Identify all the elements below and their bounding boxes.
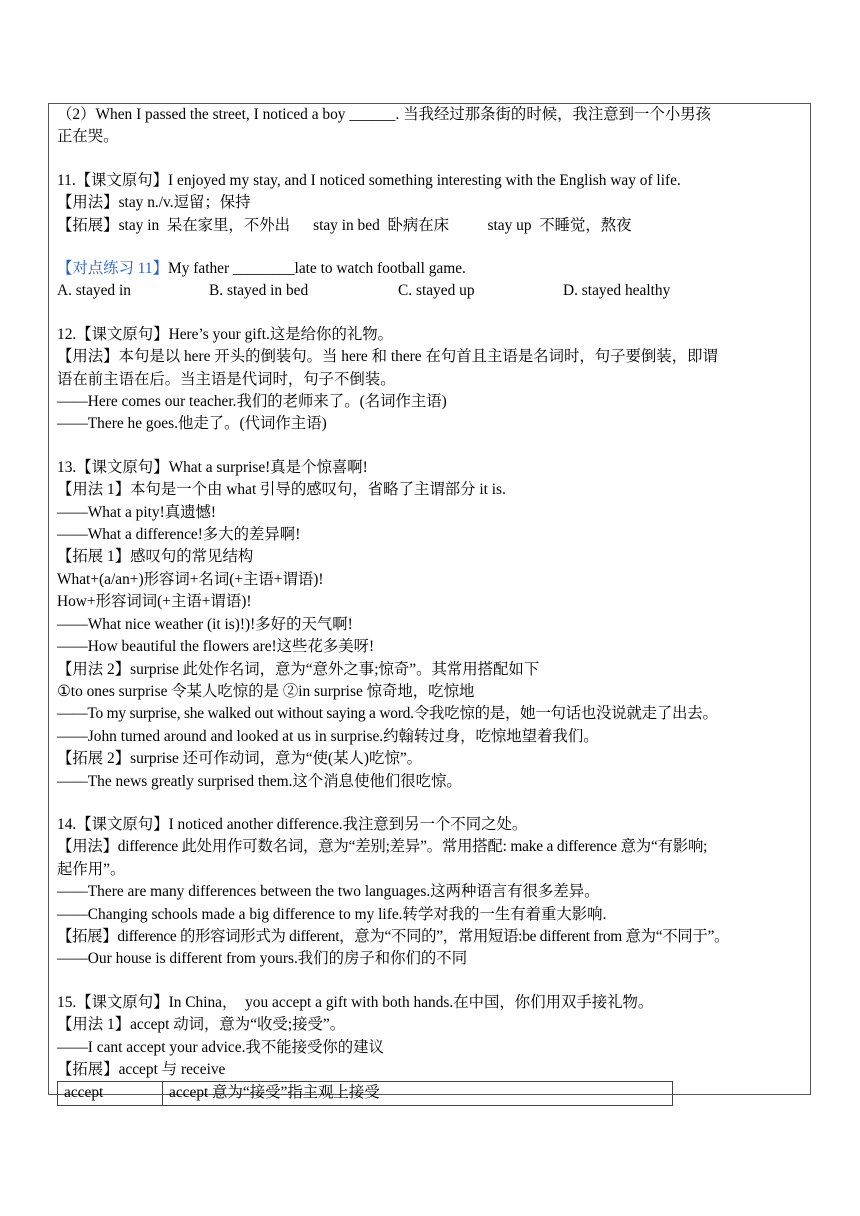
s13-example-1: ——What a pity!真遗憾!	[57, 503, 217, 521]
s11-head: 11.【课文原句】I enjoyed my stay, and I noticed something interesting with the English way of life.	[57, 171, 681, 189]
option-d: D. stayed healthy	[563, 282, 671, 300]
s12-head: 12.【课文原句】Here’s your gift.这是给你的礼物。	[57, 325, 394, 343]
s14-ext: 【拓展】difference 的形容词形式为 different，意为“不同的”，常用短语:be different from 意为“不同于”。	[57, 927, 730, 945]
s13-example-6: ——John turned around and looked at us in surprise.约翰转过身，吃惊地望着我们。	[57, 727, 599, 745]
s13-example-4: ——How beautiful the flowers are!这些花多美呀!	[57, 638, 375, 656]
intro-line-2: 正在哭。	[57, 128, 119, 146]
s14-example-3: ——Our house is different from yours.我们的房子和你们的不同	[57, 950, 468, 968]
s15-head: 15.【课文原句】In China， you accept a gift with both hands.在中国，你们用双手接礼物。	[57, 993, 654, 1011]
s13-ext-1: 【拓展 1】感叹句的常见结构	[57, 548, 254, 566]
s12-usage-2: 语在前主语在后。当主语是代词时，句子不倒装。	[57, 370, 396, 388]
s13-example-7: ——The news greatly surprised them.这个消息使他们很吃惊。	[57, 772, 462, 790]
table-cell-meaning: accept 意为“接受”指主观上接受	[163, 1082, 673, 1105]
s13-phrases: ①to ones surprise 令某人吃惊的是 ②in surprise 惊奇地，吃惊地	[57, 682, 475, 700]
accept-receive-table	[57, 1081, 673, 1105]
option-c: C. stayed up	[398, 282, 475, 300]
s13-pattern-1: What+(a/an+)形容词+名词(+主语+谓语)!	[57, 570, 324, 588]
document-body	[57, 104, 807, 1106]
s15-usage-1: 【用法 1】accept 动词，意为“收受;接受”。	[57, 1016, 346, 1034]
s12-example-2: ——There he goes.他走了。(代词作主语)	[57, 415, 327, 433]
s14-head: 14.【课文原句】I noticed another difference.我注意到另一个不同之处。	[57, 815, 528, 833]
s11-practice	[57, 258, 807, 280]
s13-pattern-2: How+形容词词(+主语+谓语)!	[57, 593, 252, 611]
s14-usage-2: 起作用”。	[57, 860, 126, 878]
table-row	[58, 1082, 673, 1105]
intro-line-1: （2）When I passed the street, I noticed a boy ______. 当我经过那条街的时候，我注意到一个小男孩	[57, 106, 712, 123]
s13-ext-2: 【拓展 2】surprise 还可作动词，意为“使(某人)吃惊”。	[57, 750, 423, 768]
s13-example-3: ——What nice weather (it is)!)!多好的天气啊!	[57, 615, 353, 633]
s13-usage-2: 【用法 2】surprise 此处作名词，意为“意外之事;惊奇”。其常用搭配如下	[57, 660, 540, 678]
s15-example-1: ——I cant accept your advice.我不能接受你的建议	[57, 1038, 384, 1056]
s15-ext: 【拓展】accept 与 receive	[57, 1061, 226, 1079]
s14-usage-1: 【用法】difference 此处用作可数名词，意为“差别;差异”。常用搭配: make a difference 意为“有影响;	[57, 838, 708, 856]
s14-example-1: ——There are many differences between the two languages.这两种语言有很多差异。	[57, 883, 600, 901]
s11-usage: 【用法】stay n./v.逗留；保持	[57, 194, 251, 212]
s11-options	[57, 280, 807, 302]
practice-label: 【对点练习 11】	[57, 260, 169, 278]
practice-text: My father ________late to watch football game.	[168, 260, 466, 278]
s13-head: 13.【课文原句】What a surprise!真是个惊喜啊!	[57, 458, 368, 476]
option-a: A. stayed in	[57, 282, 131, 300]
option-b: B. stayed in bed	[209, 282, 309, 300]
s11-ext: 【拓展】stay in 呆在家里，不外出 stay in bed 卧病在床 stay up 不睡觉，熬夜	[57, 216, 632, 234]
table-cell-term: accept	[58, 1082, 163, 1105]
s12-example-1: ——Here comes our teacher.我们的老师来了。(名词作主语)	[57, 393, 447, 411]
s12-usage-1: 【用法】本句是以 here 开头的倒装句。当 here 和 there 在句首且主语是名词时，句子要倒装，即谓	[57, 348, 718, 366]
s13-example-5: ——To my surprise, she walked out without saying a word.令我吃惊的是，她一句话也没说就走了出去。	[57, 705, 718, 723]
s14-example-2: ——Changing schools made a big difference to my life.转学对我的一生有着重大影响.	[57, 905, 607, 923]
s13-example-2: ——What a difference!多大的差异啊!	[57, 526, 301, 544]
s13-usage-1: 【用法 1】本句是一个由 what 引导的感叹句，省略了主谓部分 it is.	[57, 481, 506, 499]
